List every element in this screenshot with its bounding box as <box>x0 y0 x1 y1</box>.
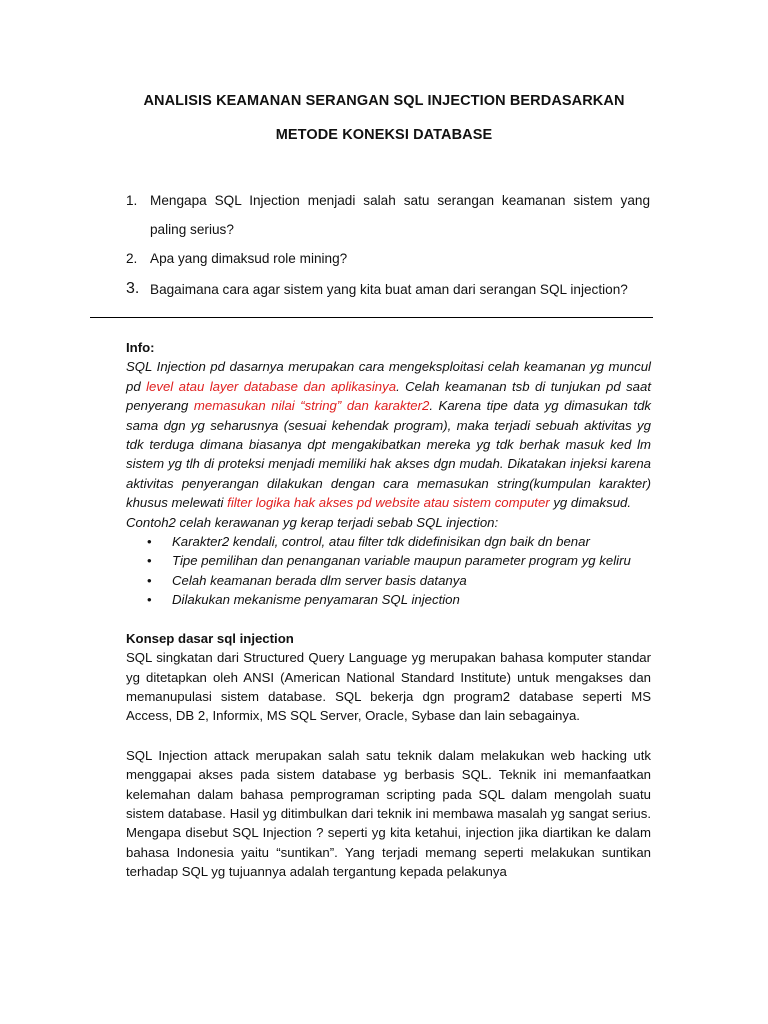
info-paragraph <box>126 357 651 512</box>
question-number: 3. <box>126 280 140 297</box>
info-text: . Karena tipe data yg dimasukan tdk sama dgn yg seharusnya (sesuai kehendak program), maka terjadi sebuah aktivitas yg tdk terduga dimana biasanya dpt mengakibatkan mereka yg tdk berhak masuk ked lm sistem yg tlh di proteksi menjadi memiliki hak akses dgn mudah. Dikatakan injeksi karena aktivitas penyerangan dilakukan dengan cara memasukan string(kumpulan karakter) khusus melewati <box>126 398 651 511</box>
question-number: 1. <box>126 193 138 208</box>
vulnerability-list <box>126 532 651 610</box>
horizontal-divider <box>90 317 653 318</box>
list-item-text: Dilakukan mekanisme penyamaran SQL injection <box>172 592 460 608</box>
konsep-heading: Konsep dasar sql injection <box>126 630 294 646</box>
document-body <box>126 338 651 882</box>
question-text: Apa yang dimaksud role mining? <box>150 251 348 266</box>
bullet-icon: • <box>147 592 152 608</box>
spacer <box>126 610 651 629</box>
info-text: yg dimaksud. <box>549 495 632 511</box>
question-item <box>126 186 650 244</box>
info-highlight: memasukan nilai “string” dan karakter2 <box>193 398 430 414</box>
question-text: Mengapa SQL Injection menjadi salah satu serangan keamanan sistem yang paling serius? <box>150 193 650 237</box>
info-text: SQL Injection pd dasarnya merupakan cara mengeksploitasi celah keamanan yg muncul pd <box>126 359 651 394</box>
info-highlight: level atau layer database dan aplikasinya <box>146 378 397 394</box>
list-item <box>126 532 651 551</box>
document-title-line1: ANALISIS KEAMANAN SERANGAN SQL INJECTION BERDASARKAN <box>143 93 625 109</box>
konsep-paragraph-1: SQL singkatan dari Structured Query Language yg merupakan bahasa komputer standar yg ditetapkan oleh ANSI (American National Standard Institute) untuk mengakses dan memanupulasi sistem database. SQL bekerja dgn program2 database seperti MS Access, DB 2, Informix, MS SQL Server, Oracle, Sybase dan lain sebagainya. <box>126 650 651 724</box>
info-highlight: filter logika hak akses pd website atau sistem computer <box>227 495 550 511</box>
spacer <box>126 726 651 746</box>
question-item <box>126 277 650 301</box>
question-list <box>126 186 650 301</box>
bullet-icon: • <box>147 572 152 588</box>
bullet-icon: • <box>147 553 152 569</box>
list-item <box>126 571 651 590</box>
list-item <box>126 551 651 570</box>
konsep-paragraph-2: SQL Injection attack merupakan salah satu teknik dalam melakukan web hacking utk menggapai akses pada sistem database yg berbasis SQL. Teknik ini memanfaatkan kelemahan dalam bahasa pemprograman scripting pada SQL dalam mengolah suatu sistem database. Hasil yg ditimbulkan dari teknik ini membawa masalah yg sangat serius. Mengapa disebut SQL Injection ? seperti yg kita ketahui, injection jika diartikan ke dalam bahasa Indonesia yaitu “suntikan”. Yang terjadi memang seperti melakukan suntikan terhadap SQL yg tujuannya adalah tergantung kepada pelakunya <box>126 747 651 880</box>
list-item-text: Karakter2 kendali, control, atau filter tdk didefinisikan dgn baik dn benar <box>172 534 590 550</box>
question-number: 2. <box>126 251 138 266</box>
bullet-icon: • <box>147 534 152 550</box>
question-item <box>126 247 650 271</box>
examples-intro: Contoh2 celah kerawanan yg kerap terjadi sebab SQL injection: <box>126 514 499 530</box>
info-text: . Celah keamanan tsb di tunjukan pd saat penyerang <box>126 378 651 414</box>
list-item-text: Celah keamanan berada dlm server basis datanya <box>172 572 467 588</box>
info-heading: Info: <box>126 340 155 355</box>
list-item-text: Tipe pemilihan dan penanganan variable maupun parameter program yg keliru <box>172 553 631 569</box>
question-text: Bagaimana cara agar sistem yang kita buat aman dari serangan SQL injection? <box>150 282 628 297</box>
list-item <box>126 590 651 609</box>
document-title-line2: METODE KONEKSI DATABASE <box>275 127 493 143</box>
